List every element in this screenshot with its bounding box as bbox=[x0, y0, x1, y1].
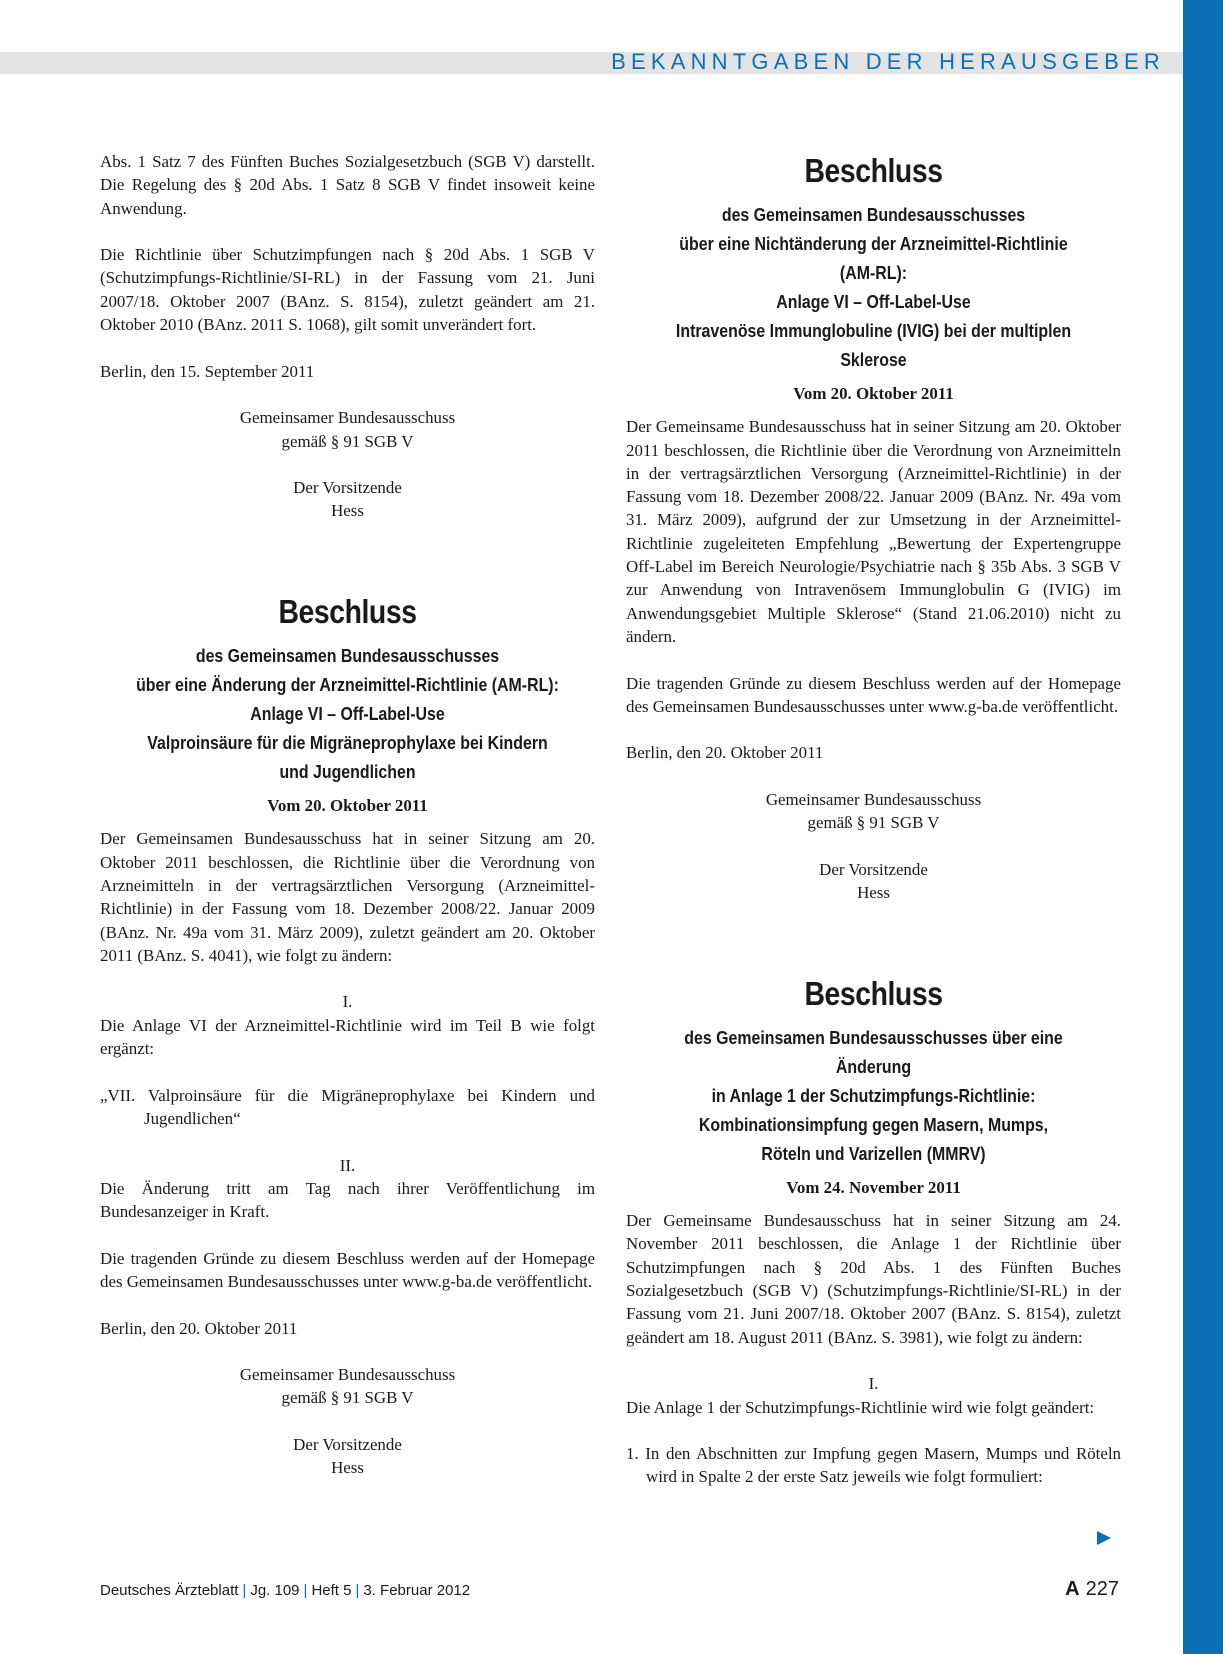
paragraph: Die tragenden Gründe zu diesem Beschluss werden auf der Homepage des Gemeinsamen Bundesausschusses unter www.g-ba.de veröffentlicht. bbox=[100, 1248, 595, 1291]
signature-line: gemäß § 91 SGB V bbox=[281, 431, 414, 451]
beschluss-date: Vom 20. Oktober 2011 bbox=[267, 796, 428, 816]
paragraph: Abs. 1 Satz 7 des Fünften Buches Sozialgesetzbuch (SGB V) darstellt. Die Regelung des § 20d Abs. 1 Satz 8 SGB V findet insoweit keine Anwendung. bbox=[100, 152, 595, 218]
beschluss-subtitle: Kombinationsimpfung gegen Masern, Mumps, bbox=[698, 1113, 1049, 1135]
place-date: Berlin, den 20. Oktober 2011 bbox=[626, 743, 824, 763]
signature-line: Hess bbox=[331, 1458, 364, 1478]
beschluss-title: Beschluss bbox=[804, 974, 943, 1012]
paragraph: Der Gemeinsamen Bundesausschuss hat in seiner Sitzung am 20. Oktober 2011 beschlossen, die Richtlinie über die Verordnung von Arzneimitteln in der vertragsärztlichen Versorgung (Arzneimittel-Richtlinie) in der Fassung vom 18. Dezember 2008/22. Januar 2009 (BAnz. Nr. 49a vom 31. März 2009), zuletzt geändert am 20. Oktober 2011 (BAnz. S. 4041), wie folgt zu ändern: bbox=[100, 829, 595, 965]
signature-line: Der Vorsitzende bbox=[293, 478, 402, 498]
beschluss-title: Beschluss bbox=[278, 593, 417, 631]
beschluss-subtitle: des Gemeinsamen Bundesausschusses bbox=[195, 645, 500, 667]
page-prefix: A bbox=[1065, 1578, 1080, 1600]
signature-line: Der Vorsitzende bbox=[819, 859, 928, 879]
signature-line: Gemeinsamer Bundesausschuss bbox=[239, 1365, 456, 1385]
paragraph: Die Richtlinie über Schutzimpfungen nach § 20d Abs. 1 SGB V (Schutzimpfungs-Richtlinie/SI-RL) in der Fassung vom 21. Juni 2007/18. Oktober 2007 (BAnz. S. 8154), zuletzt geändert am 21. Oktober 2010 (BAnz. 2011 S. 1068), gilt somit unverändert fort. bbox=[100, 245, 595, 335]
place-date: Berlin, den 20. Oktober 2011 bbox=[100, 1318, 298, 1338]
roman-numeral: I. bbox=[342, 992, 353, 1012]
signature-line: gemäß § 91 SGB V bbox=[281, 1388, 414, 1408]
footer-separator: | bbox=[355, 1582, 360, 1599]
paragraph: Die Anlage 1 der Schutzimpfungs-Richtlinie wird wie folgt geändert: bbox=[626, 1397, 1095, 1417]
paragraph: Die tragenden Gründe zu diesem Beschluss werden auf der Homepage des Gemeinsamen Bundesausschusses unter www.g-ba.de veröffentlicht. bbox=[626, 673, 1121, 716]
beschluss-subtitle: über eine Nichtänderung der Arzneimittel-Richtlinie (AM-RL): bbox=[679, 233, 1068, 283]
place-date: Berlin, den 15. September 2011 bbox=[100, 361, 315, 381]
quoted-item: „VII. Valproinsäure für die Migräneprophylaxe bei Kindern und Jugendlichen“ bbox=[100, 1085, 595, 1128]
signature-line: Gemeinsamer Bundesausschuss bbox=[765, 790, 982, 810]
page-number-value: 227 bbox=[1085, 1578, 1119, 1600]
continue-arrow-icon bbox=[1097, 1531, 1111, 1545]
paragraph: Die Änderung tritt am Tag nach ihrer Veröffentlichung im Bundesanzeiger in Kraft. bbox=[100, 1178, 595, 1222]
journal-volume: Jg. 109 bbox=[250, 1582, 300, 1599]
signature-line: gemäß § 91 SGB V bbox=[807, 813, 940, 833]
roman-numeral: II. bbox=[339, 1155, 356, 1175]
paragraph: Der Gemeinsame Bundesausschuss hat in seiner Sitzung am 24. November 2011 beschlossen, die Anlage 1 der Richtlinie über Schutzimpfungen nach § 20d Abs. 1 des Fünften Buches Sozialgesetzbuch (SGB V) (Schutzimpfungs-Richtlinie/SI-RL) in der Fassung vom 21. Juni 2007/18. Oktober 2007 (BAnz. S. 8154), zuletzt geändert am 18. August 2011 (BAnz. S. 3981), wie folgt zu ändern: bbox=[626, 1211, 1121, 1347]
signature-block bbox=[626, 788, 1121, 904]
beschluss-title: Beschluss bbox=[804, 152, 943, 189]
signature-block bbox=[100, 406, 595, 522]
left-column bbox=[100, 150, 595, 1480]
footer-citation bbox=[100, 1582, 470, 1599]
beschluss-subtitle: und Jugendlichen bbox=[279, 761, 416, 783]
signature-line: Hess bbox=[331, 501, 364, 521]
beschluss-subtitle: Röteln und Varizellen (MMRV) bbox=[761, 1142, 986, 1164]
signature-line: Hess bbox=[857, 883, 890, 903]
side-color-bar bbox=[1183, 0, 1223, 1654]
beschluss-subtitle: über eine Änderung der Arzneimittel-Richtlinie (AM-RL): bbox=[136, 674, 559, 696]
paragraph: Der Gemeinsame Bundesausschuss hat in seiner Sitzung am 20. Oktober 2011 beschlossen, die Richtlinie über die Verordnung von Arzneimitteln in der vertragsärztlichen Versorgung (Arzneimittel-Richtlinie) in der Fassung vom 18. Dezember 2008/22. Januar 2009 (BAnz. Nr. 49a vom 31. März 2009), aufgrund der zur Umsetzung in der Arzneimittel-Richtlinie zugeleiteten Empfehlung „Bewertung der Expertengruppe Off-Label im Bereich Neurologie/Psychiatrie nach § 35b Abs. 3 SGB V zur Anwendung von Intravenösem Immunglobulin G (IVIG) im Anwendungsgebiet Multiple Sklerose“ (Stand 21.06.2010) nicht zu ändern. bbox=[626, 417, 1121, 646]
beschluss-subtitle: des Gemeinsamen Bundesausschusses bbox=[721, 204, 1026, 225]
beschluss-subtitle: Valproinsäure für die Migräneprophylaxe bei Kindern bbox=[147, 732, 548, 754]
signature-line: Der Vorsitzende bbox=[293, 1435, 402, 1455]
footer-separator: | bbox=[242, 1582, 247, 1599]
beschluss-subtitle: Intravenöse Immunglobuline (IVIG) bei der multiplen Sklerose bbox=[675, 320, 1072, 370]
signature-line: Gemeinsamer Bundesausschuss bbox=[239, 408, 456, 428]
page-number bbox=[1065, 1578, 1119, 1601]
beschluss-subtitle: Anlage VI – Off-Label-Use bbox=[250, 703, 445, 725]
journal-issue: Heft 5 bbox=[311, 1582, 352, 1599]
section-header: BEKANNTGABEN DER HERAUSGEBER bbox=[611, 49, 1165, 74]
footer-separator: | bbox=[303, 1582, 308, 1599]
beschluss-date: Vom 24. November 2011 bbox=[786, 1177, 961, 1197]
numbered-item: 1. In den Abschnitten zur Impfung gegen Masern, Mumps und Röteln wird in Spalte 2 der erste Satz jeweils wie folgt formuliert: bbox=[626, 1444, 1121, 1487]
paragraph: Die Anlage VI der Arzneimittel-Richtlinie wird im Teil B wie folgt ergänzt: bbox=[100, 1015, 595, 1059]
journal-name: Deutsches Ärzteblatt bbox=[100, 1582, 239, 1599]
right-column bbox=[626, 150, 1121, 1489]
beschluss-subtitle: in Anlage 1 der Schutzimpfungs-Richtlinie: bbox=[711, 1084, 1036, 1106]
journal-date: 3. Februar 2012 bbox=[363, 1582, 471, 1599]
beschluss-subtitle: des Gemeinsamen Bundesausschusses über eine Änderung bbox=[684, 1026, 1063, 1077]
beschluss-date: Vom 20. Oktober 2011 bbox=[793, 384, 954, 403]
roman-numeral: I. bbox=[868, 1374, 879, 1394]
signature-block bbox=[100, 1363, 595, 1479]
beschluss-subtitle: Anlage VI – Off-Label-Use bbox=[776, 291, 971, 312]
